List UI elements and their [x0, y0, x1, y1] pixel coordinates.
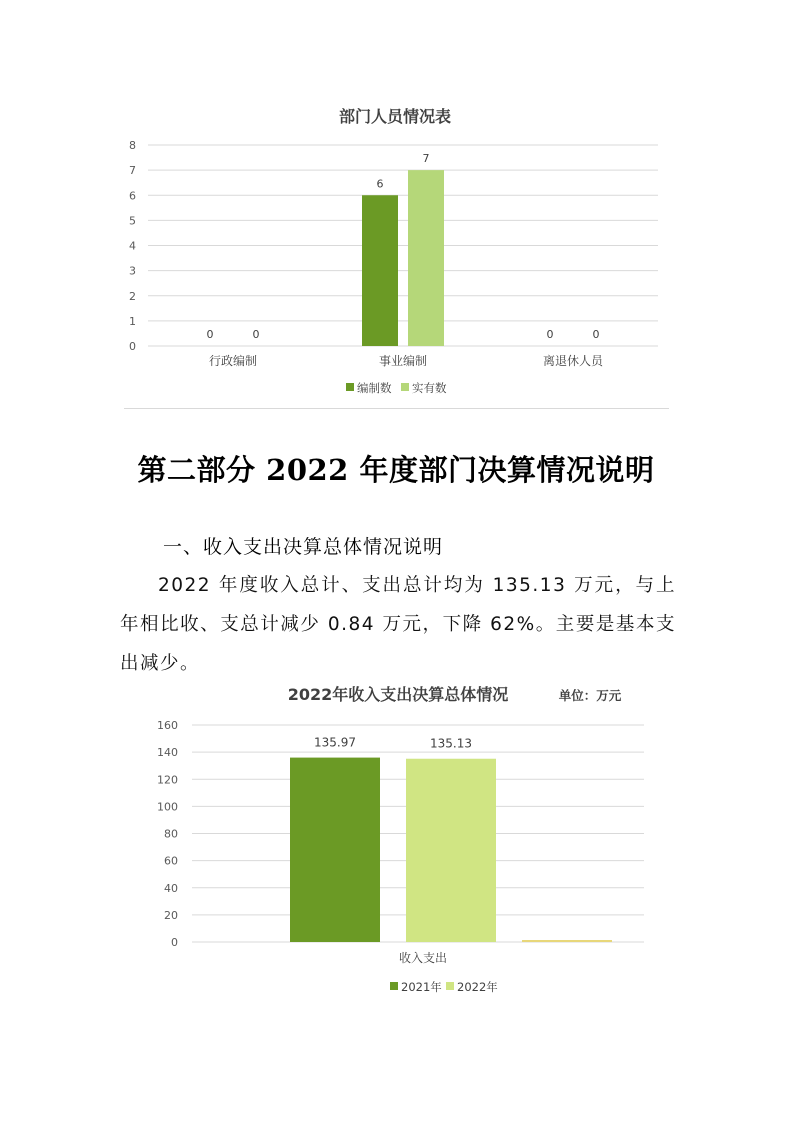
income-expense-chart: [130, 676, 670, 1006]
x-tick-label: 收入支出: [398, 951, 448, 965]
y-tick-label: 160: [157, 719, 178, 732]
data-label: 0: [252, 328, 260, 341]
unit-label: 单位：万元: [558, 688, 622, 703]
data-label: 7: [422, 152, 430, 166]
data-label: 6: [376, 177, 384, 191]
income-expense-chart-title: 2022年收入支出决算总体情况: [287, 685, 509, 704]
staff-chart-title: 部门人员情况表: [338, 107, 452, 126]
y-tick-label: 5: [129, 214, 136, 228]
legend-label: 实有数: [412, 381, 447, 395]
bar: [290, 758, 380, 942]
y-tick-label: 80: [164, 827, 178, 841]
staff-chart: [118, 95, 673, 410]
y-tick-label: 3: [129, 264, 136, 278]
income-expense-chart-legend: [390, 980, 498, 994]
x-tick-label: 行政编制: [208, 354, 258, 368]
staff-chart-legend: [346, 381, 447, 395]
y-tick-label: 7: [129, 164, 136, 178]
bar: [362, 195, 398, 346]
legend-swatch: [446, 982, 454, 990]
y-tick-label: 20: [164, 908, 178, 922]
y-tick-label: 40: [164, 881, 178, 895]
y-tick-label: 6: [129, 189, 136, 203]
section-heading: 第二部分 2022 年度部门决算情况说明: [137, 453, 655, 487]
bar: [408, 170, 444, 346]
chart-divider: [124, 408, 669, 409]
y-tick-label: 8: [129, 139, 136, 152]
y-tick-label: 1: [129, 314, 136, 328]
staff-chart-x-axis: [209, 353, 604, 368]
y-tick-label: 140: [157, 746, 178, 760]
income-expense-chart-data-labels: [314, 736, 472, 751]
legend-label: 编制数: [357, 381, 392, 395]
y-tick-label: 120: [157, 773, 178, 787]
body-paragraph: 2022 年度收入总计、支出总计均为 135.13 万元，与上年相比收、支总计减少 0.84 万元，下降 62%。主要是基本支出减少。: [120, 575, 676, 674]
data-label: 0: [546, 328, 554, 341]
income-expense-chart-bars: [290, 758, 612, 942]
staff-chart-gridlines: [148, 145, 658, 346]
bar-empty: [522, 940, 612, 942]
y-tick-label: 100: [157, 800, 178, 814]
legend-label: 2022年: [457, 980, 498, 994]
legend-swatch: [390, 982, 398, 990]
y-tick-label: 2: [129, 289, 136, 303]
x-tick-label: 离退休人员: [542, 354, 604, 368]
x-tick-label: 事业编制: [378, 354, 428, 368]
sub-heading: 一、收入支出决算总体情况说明: [163, 536, 444, 558]
data-label: 135.97: [314, 735, 356, 750]
income-expense-chart-x-axis: [399, 950, 447, 965]
legend-swatch: [401, 383, 409, 391]
data-label: 0: [206, 328, 214, 341]
staff-chart-data-labels: [207, 152, 600, 341]
staff-chart-bars: [362, 170, 444, 346]
data-label: 0: [592, 328, 600, 341]
staff-chart-y-axis: [129, 139, 136, 353]
data-label: 135.13: [430, 736, 472, 751]
bar: [406, 759, 496, 942]
legend-swatch: [346, 383, 354, 391]
y-tick-label: 4: [129, 239, 136, 253]
y-tick-label: 60: [164, 854, 178, 868]
y-tick-label: 0: [129, 340, 136, 353]
income-expense-chart-y-axis: [157, 719, 178, 949]
y-tick-label: 0: [171, 936, 178, 949]
legend-label: 2021年: [401, 980, 442, 994]
